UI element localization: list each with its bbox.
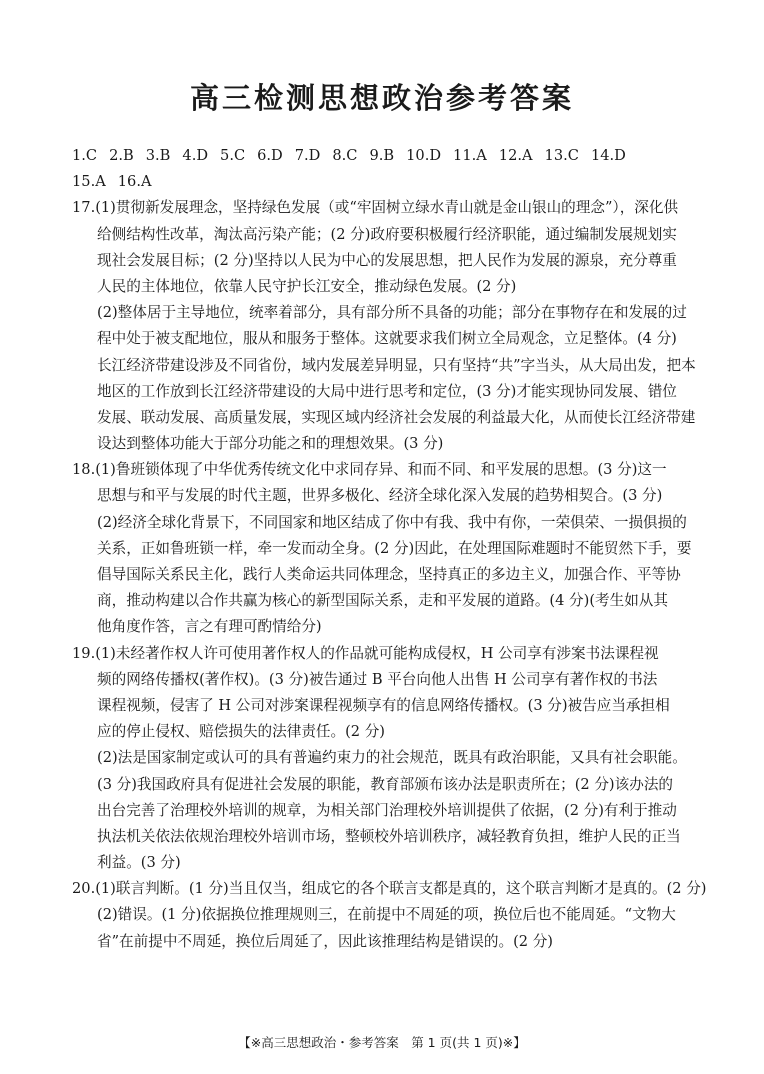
text-line: 地区的工作放到长江经济带建设的大局中进行思考和定位，(3 分)才能实现协同发展、错位 [97, 382, 677, 400]
text-line: 利益。(3 分) [97, 854, 181, 872]
text-line: 出台完善了治理校外培训的规章，为相关部门治理校外培训提供了依据，(2 分)有利于推动 [97, 801, 677, 819]
mc-answers-row-1 [72, 143, 692, 169]
mc-answer: 10.D [406, 147, 442, 164]
question-20 [72, 876, 707, 955]
mc-answer: 1.C [72, 147, 98, 164]
mc-answer: 12.A [498, 147, 533, 164]
text-line: 20.(1)联言判断。(1 分)当且仅当，组成它的各个联言支都是真的，这个联言判断才是真的。(2 分) [72, 880, 707, 898]
text-line: 执法机关依法依规治理校外培训市场，整顿校外培训秩序，减轻教育负担，维护人民的正当 [97, 827, 681, 845]
text-line: 18.(1)鲁班锁体现了中华优秀传统文化中求同存异、和而不同、和平发展的思想。(3 分)这一 [72, 461, 667, 479]
page-title: 高三检测思想政治参考答案 [189, 81, 574, 115]
text-line: 频的网络传播权(著作权)。(3 分)被告通过 B 平台向他人出售 H 公司享有著作权的书法 [97, 670, 658, 688]
mc-answer: 4.D [182, 147, 209, 164]
text-line: 人民的主体地位，依靠人民守护长江安全，推动绿色发展。(2 分) [97, 277, 517, 295]
text-line: 课程视频，侵害了 H 公司对涉案课程视频享有的信息网络传播权。(3 分)被告应当承担相 [97, 696, 670, 714]
text-line: 他角度作答，言之有理可酌情给分) [97, 618, 322, 636]
mc-answer: 3.B [145, 147, 171, 164]
text-line: (3 分)我国政府具有促进社会发展的职能，教育部颁布该办法是职责所在；(2 分)该办法的 [97, 775, 674, 793]
text-line: 关系，正如鲁班锁一样，牵一发而动全身。(2 分)因此，在处理国际难题时不能贸然下手，要 [97, 539, 692, 557]
text-line: 应的停止侵权、赔偿损失的法律责任。(2 分) [97, 723, 386, 741]
mc-answer: 13.C [544, 147, 579, 164]
text-line: (2)整体居于主导地位，统率着部分，具有部分所不具备的功能；部分在事物存在和发展的过 [97, 304, 687, 322]
text-line: 商，推动构建以合作共赢为核心的新型国际关系，走和平发展的道路。(4 分)(考生如从其 [97, 592, 668, 610]
text-line: 17.(1)贯彻新发展理念，坚持绿色发展（或“牢固树立绿水青山就是金山银山的理念”），深化供 [72, 199, 679, 217]
mc-answer: 15.A [72, 173, 106, 191]
text-line: 长江经济带建设涉及不同省份，域内发展差异明显，只有坚持“共”字当头，从大局出发，把本 [97, 356, 696, 374]
mc-answer: 9.B [369, 147, 395, 164]
text-line: 现社会发展目标；(2 分)坚持以人民为中心的发展思想，把人民作为发展的源泉，充分尊重 [97, 251, 677, 269]
text-line: 省”在前提中不周延，换位后周延了，因此该推理结构是错误的。(2 分) [97, 932, 553, 950]
text-line: (2)错误。(1 分)依据换位推理规则三，在前提中不周延的项，换位后也不能周延。“文物大 [97, 906, 676, 924]
mc-answer: 11.A [453, 147, 487, 164]
text-line: 思想与和平与发展的时代主题，世界多极化、经济全球化深入发展的趋势相契合。(3 分) [97, 487, 663, 505]
text-line: 程中处于被支配地位，服从和服务于整体。这就要求我们树立全局观念，立足整体。(4 分) [97, 330, 677, 348]
text-line: 倡导国际关系民主化，践行人类命运共同体理念，坚持真正的多边主义，加强合作、平等协 [97, 566, 681, 583]
text-line: (2)经济全球化背景下，不同国家和地区结成了你中有我、我中有你，一荣俱荣、一损俱损的 [97, 513, 687, 531]
question-17 [72, 195, 696, 457]
mc-answer: 6.D [257, 147, 283, 164]
text-line: 19.(1)未经著作权人许可使用著作权人的作品就可能构成侵权，H 公司享有涉案书法课程视 [72, 644, 659, 662]
text-line: 发展、联动发展、高质量发展，实现区域内经济社会发展的利益最大化，从而使长江经济带建 [97, 408, 696, 426]
mc-answer: 14.D [590, 147, 626, 164]
question-18 [72, 457, 692, 640]
mc-answer: 8.C [332, 147, 358, 164]
mc-answers-row-2 [72, 169, 692, 195]
question-19 [72, 641, 692, 877]
text-line: (2)法是国家制定或认可的具有普遍约束力的社会规范，既具有政治职能，又具有社会职能。 [97, 749, 687, 767]
page-footer: 【※高三思想政治・参考答案 第 1 页(共 1 页)※】 [238, 1035, 526, 1050]
text-line: 给侧结构性改革，淘汰高污染产能；(2 分)政府要积极履行经济职能，通过编制发展规划实 [97, 225, 677, 243]
mc-answer: 16.A [117, 173, 152, 191]
mc-answer: 7.D [294, 147, 321, 164]
mc-answer: 5.C [220, 147, 246, 164]
mc-answer: 2.B [109, 147, 134, 164]
answers-content [72, 143, 707, 955]
text-line: 设达到整体功能大于部分功能之和的理想效果。(3 分) [97, 435, 444, 453]
